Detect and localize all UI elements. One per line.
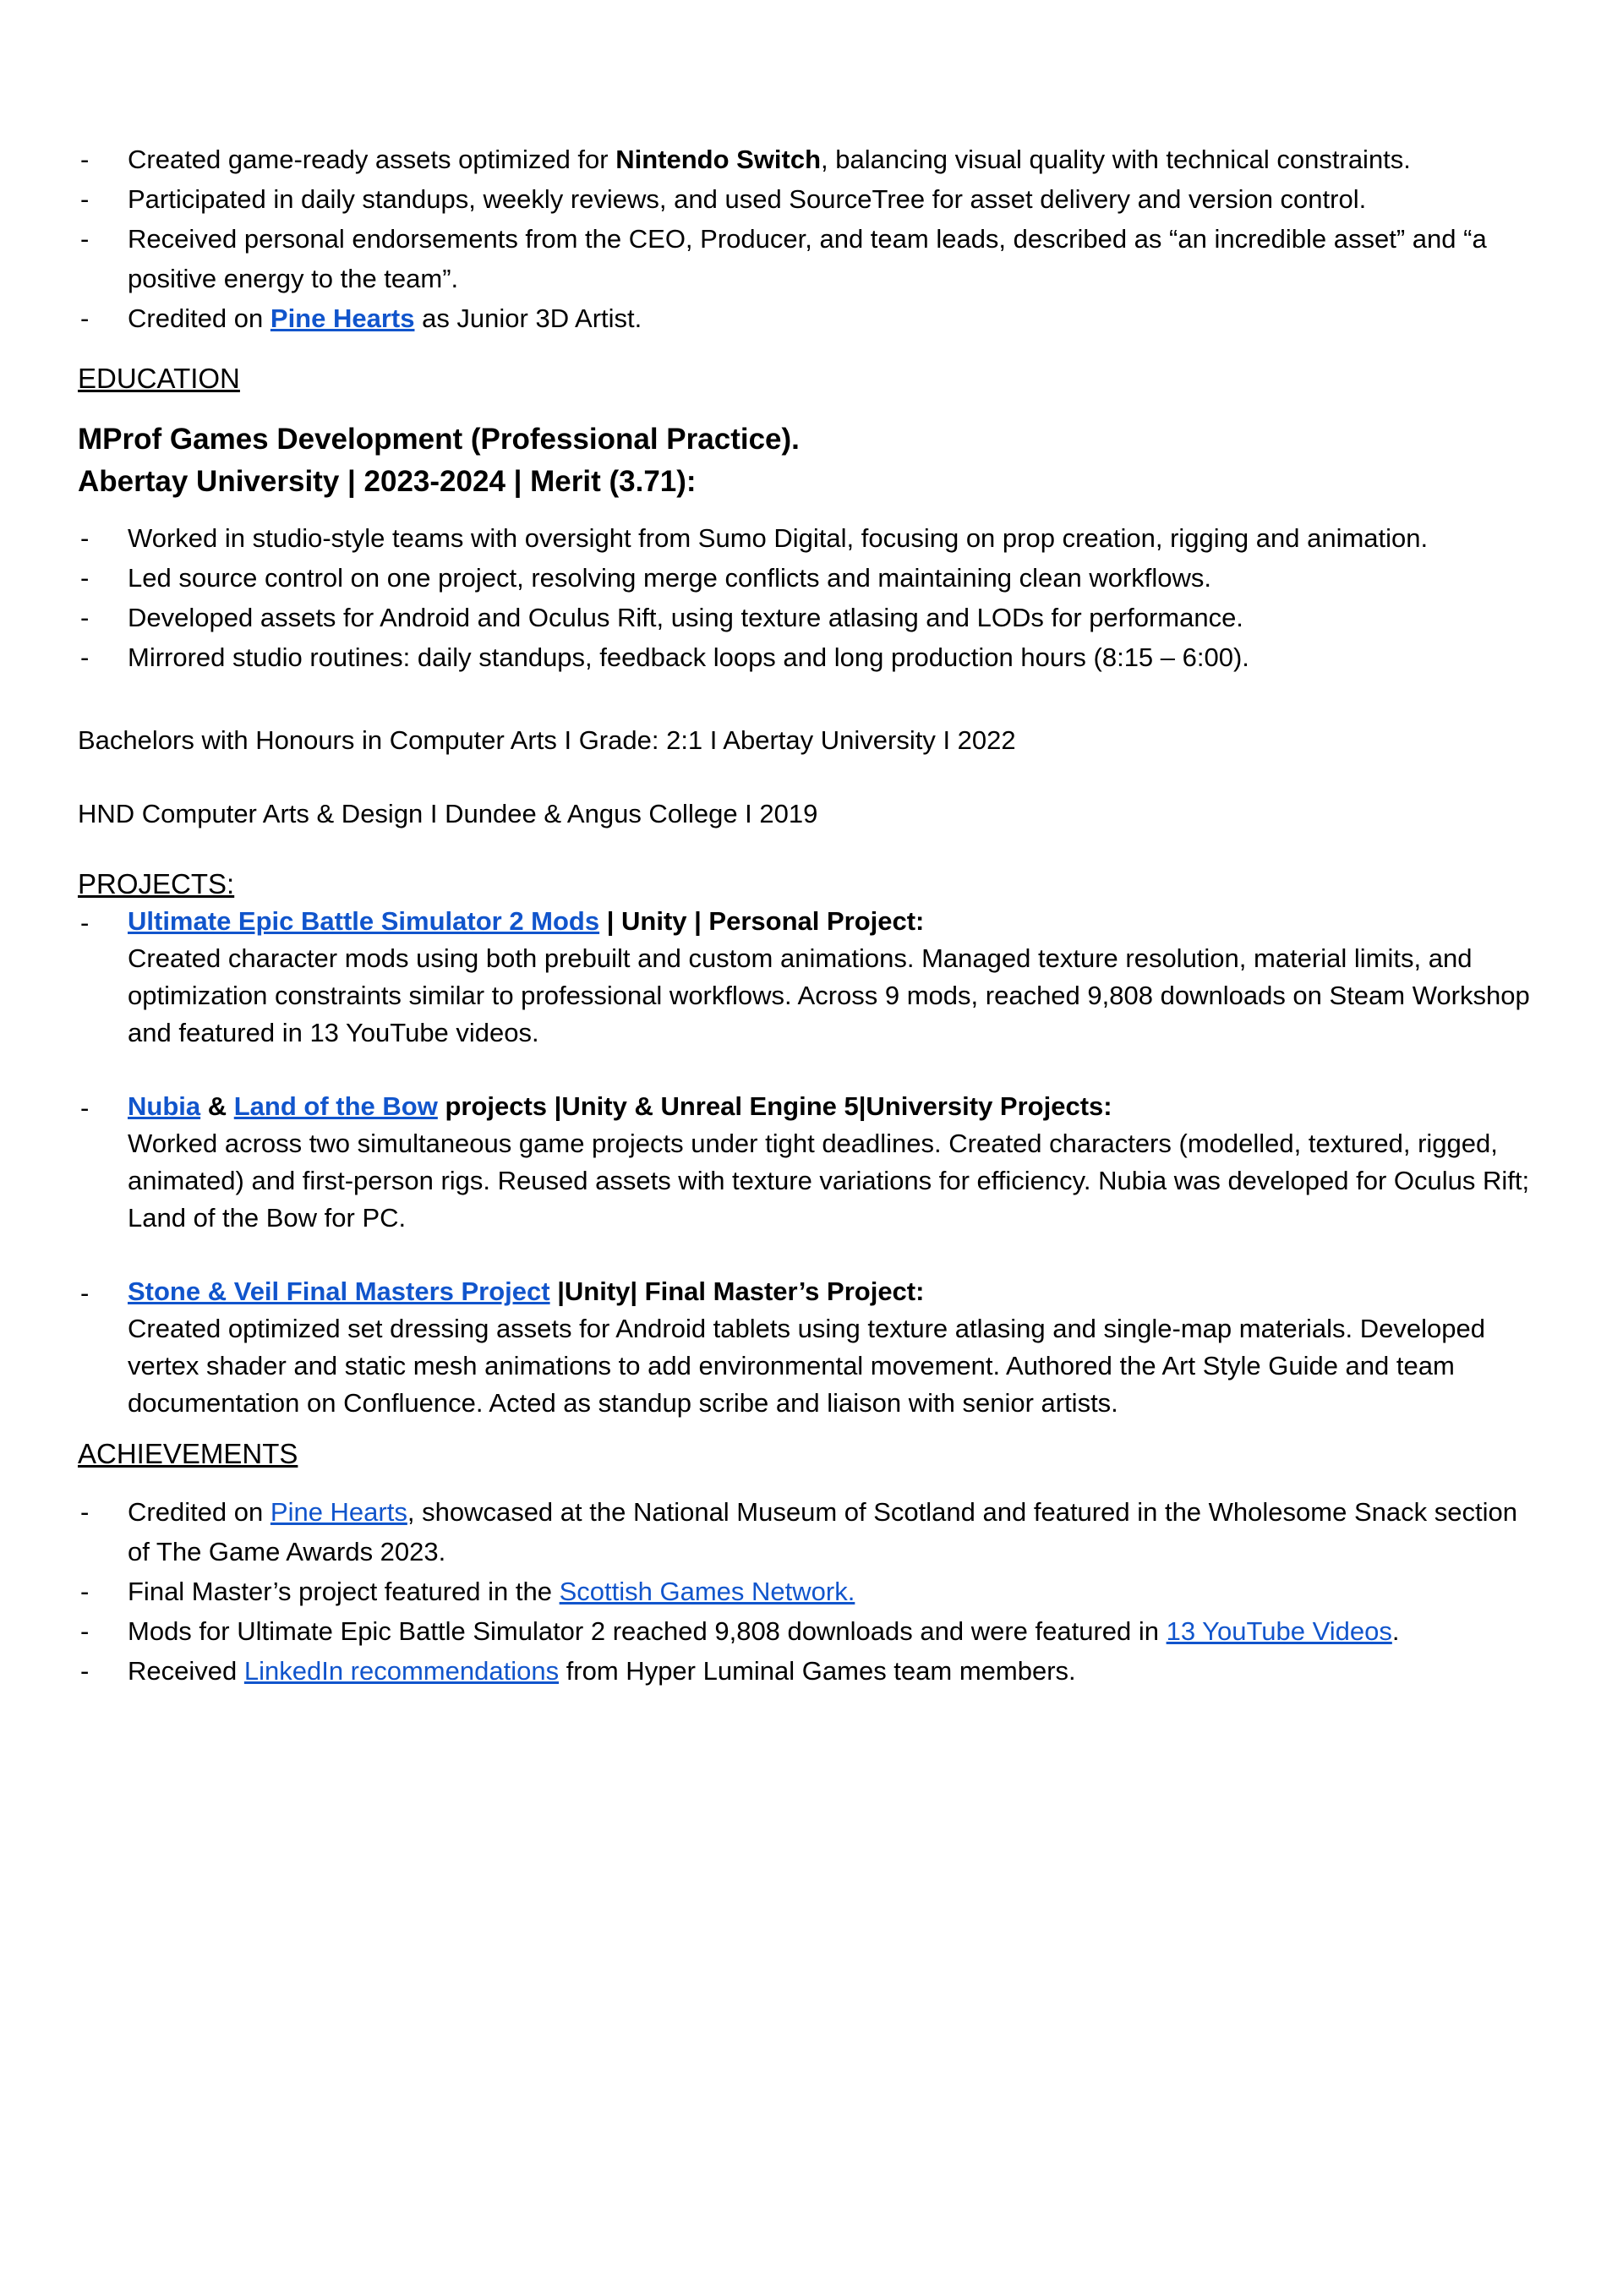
- list-item: - Received personal endorsements from the CEO, Producer, and team leads, described as “an incredible asset” and “a positive energy to the team”.: [78, 219, 1532, 298]
- degree-institution: Abertay University | 2023-2024 | Merit (3.71):: [78, 465, 697, 498]
- list-item: - Received LinkedIn recommendations from Hyper Luminal Games team members.: [78, 1651, 1532, 1691]
- pine-hearts-link[interactable]: Pine Hearts: [270, 303, 415, 333]
- list-item: - Credited on Pine Hearts, showcased at the National Museum of Scotland and featured in the Wholesome Snack section of The Game Awards 2023.: [78, 1492, 1532, 1572]
- list-item: - Mirrored studio routines: daily standups, feedback loops and long production hours (8:15 – 6:00).: [78, 637, 1532, 677]
- experience-bullets: [78, 139, 1532, 338]
- list-item: - Mods for Ultimate Epic Battle Simulator 2 reached 9,808 downloads and were featured in 13 YouTube Videos.: [78, 1611, 1532, 1651]
- resume-content: [78, 139, 1532, 1691]
- nubia-link[interactable]: Nubia: [128, 1091, 201, 1121]
- project-item: [78, 1088, 1532, 1237]
- stone-and-veil-link[interactable]: Stone & Veil Final Masters Project: [128, 1276, 550, 1306]
- project-description: Created optimized set dressing assets for Android tablets using texture atlasing and single-map materials. Developed vertex shader and static mesh animations to add environmental movement. Authored the Art Style Guide and team documentation on Confluence. Acted as standup scribe and liaison with senior artists.: [128, 1314, 1485, 1418]
- project-title: - Ultimate Epic Battle Simulator 2 Mods | Unity | Personal Project:: [128, 906, 925, 936]
- degree-title: MProf Games Development (Professional Practice).: [78, 423, 800, 456]
- list-item: - Worked in studio-style teams with oversight from Sumo Digital, focusing on prop creation, rigging and animation.: [78, 518, 1532, 558]
- project-item: [78, 903, 1532, 1052]
- land-of-the-bow-link[interactable]: Land of the Bow: [233, 1091, 438, 1121]
- uebs2-mods-link[interactable]: Ultimate Epic Battle Simulator 2 Mods: [128, 906, 600, 936]
- project-title: - Stone & Veil Final Masters Project |Unity| Final Master’s Project:: [128, 1276, 925, 1306]
- education-bullets: [78, 518, 1532, 677]
- projects-heading: PROJECTS:: [78, 868, 235, 899]
- projects-list: [78, 903, 1532, 1422]
- project-item: [78, 1273, 1532, 1422]
- list-item: - Created game-ready assets optimized for Nintendo Switch, balancing visual quality with technical constraints.: [78, 139, 1532, 179]
- youtube-videos-link[interactable]: 13 YouTube Videos: [1166, 1616, 1392, 1646]
- list-item: - Credited on Pine Hearts as Junior 3D Artist.: [78, 298, 1532, 338]
- list-item: - Developed assets for Android and Oculus Rift, using texture atlasing and LODs for performance.: [78, 598, 1532, 637]
- project-description: Created character mods using both prebuilt and custom animations. Managed texture resolution, material limits, and optimization constraints similar to professional workflows. Across 9 mods, reached 9,808 downloads on Steam Workshop and featured in 13 YouTube videos.: [128, 943, 1530, 1047]
- list-item: - Participated in daily standups, weekly reviews, and used SourceTree for asset delivery and version control.: [78, 179, 1532, 219]
- list-item: - Led source control on one project, resolving merge conflicts and maintaining clean workflows.: [78, 558, 1532, 598]
- achievements-heading: ACHIEVEMENTS: [78, 1438, 298, 1469]
- linkedin-recommendations-link[interactable]: LinkedIn recommendations: [243, 1656, 560, 1686]
- project-description: Worked across two simultaneous game projects under tight deadlines. Created characters (modelled, textured, rigged, animated) and first-person rigs. Reused assets with texture variations for efficiency. Nubia was developed for Oculus Rift; Land of the Bow for PC.: [128, 1129, 1530, 1233]
- achievements-bullets: [78, 1492, 1532, 1691]
- project-title: - Nubia & Land of the Bow projects |Unity & Unreal Engine 5|University Projects:: [128, 1091, 1112, 1121]
- hnd-qualification: HND Computer Arts & Design I Dundee & Angus College I 2019: [78, 799, 818, 828]
- platform-name: Nintendo Switch: [615, 145, 822, 174]
- pine-hearts-link[interactable]: Pine Hearts: [270, 1497, 407, 1527]
- bachelors-degree: Bachelors with Honours in Computer Arts I Grade: 2:1 I Abertay University I 2022: [78, 725, 1016, 755]
- list-item: - Final Master’s project featured in the Scottish Games Network.: [78, 1572, 1532, 1611]
- scottish-games-network-link[interactable]: Scottish Games Network.: [559, 1577, 855, 1606]
- education-heading: EDUCATION: [78, 363, 240, 394]
